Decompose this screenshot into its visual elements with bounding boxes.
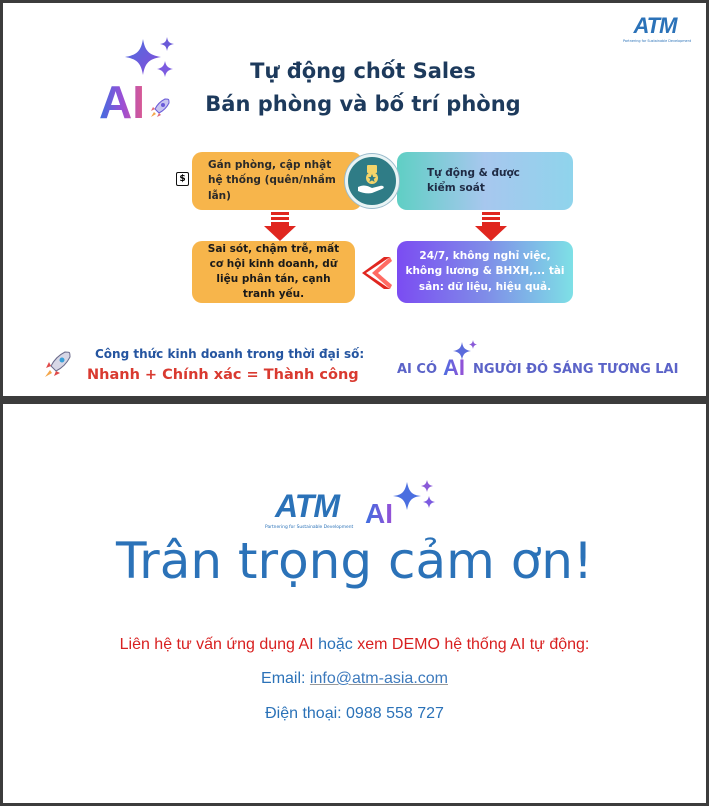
slogan-prefix: AI CÓ	[397, 362, 438, 377]
email-line	[3, 670, 706, 688]
problem-box	[192, 152, 362, 210]
ai-logo-text: AI	[365, 498, 393, 529]
slide-title-line1: Tự động chốt Sales	[250, 59, 476, 83]
contact-invite-part3: xem DEMO hệ thống AI tự động:	[352, 636, 590, 653]
atm-logo-tagline: Partnering for Sustainable Development	[623, 39, 692, 43]
problem-text: Gán phòng, cập nhật hệ thống (quên/nhầm lẫn)	[208, 159, 336, 202]
formula-label: Công thức kinh doanh trong thời đại số:	[95, 347, 365, 361]
email-label: Email:	[261, 670, 310, 687]
atm-logo-tagline: Partnering for Sustainable Development	[265, 525, 354, 530]
slogan-ai-text: AI	[443, 355, 465, 380]
ai-logo-text: AI	[99, 76, 145, 128]
atm-logo	[265, 488, 354, 530]
atm-logo	[623, 13, 692, 43]
slide-title-line2: Bán phòng và bố trí phòng	[205, 92, 521, 116]
consequence-text: Sai sót, chậm trễ, mất cơ hội kinh doanh, dữ liệu phân tán, cạnh tranh yếu.	[207, 242, 340, 301]
arrow-down-left-icon	[262, 210, 298, 242]
rocket-icon	[149, 97, 171, 119]
atm-logo-text: ATM	[633, 13, 677, 38]
arrow-down-right-icon	[473, 210, 509, 242]
benefit-text: 24/7, không nghỉ việc, không lương & BHXH,... tài sản: dữ liệu, hiệu quả.	[405, 250, 565, 293]
consequence-box	[192, 241, 355, 303]
contact-invite-part2: hoặc	[318, 636, 353, 653]
solution-text: Tự động & được kiểm soát	[427, 166, 520, 194]
slide-thank-you	[3, 404, 706, 803]
sparkle-icon	[389, 478, 437, 514]
rocket-icon	[43, 349, 73, 379]
dollar-icon: $	[176, 172, 189, 186]
formula-text: Nhanh + Chính xác = Thành công	[87, 367, 359, 383]
solution-box	[397, 152, 573, 210]
phone-line: Điện thoại: 0988 558 727	[265, 705, 444, 722]
hand-badge-icon	[345, 154, 399, 208]
contact-invite-part1: Liên hệ tư vấn ứng dụng AI	[119, 636, 319, 653]
email-link[interactable]: info@atm-asia.com	[309, 670, 448, 687]
benefit-box	[397, 241, 573, 303]
thank-you-heading: Trân trọng cảm ơn!	[115, 532, 594, 590]
atm-logo-text: ATM	[275, 488, 339, 524]
contact-invite	[3, 636, 706, 654]
slogan-suffix: NGƯỜI ĐÓ SÁNG TƯƠNG LAI	[473, 362, 679, 377]
arrow-left-icon	[360, 255, 394, 291]
slide-sales-automation	[3, 3, 706, 396]
